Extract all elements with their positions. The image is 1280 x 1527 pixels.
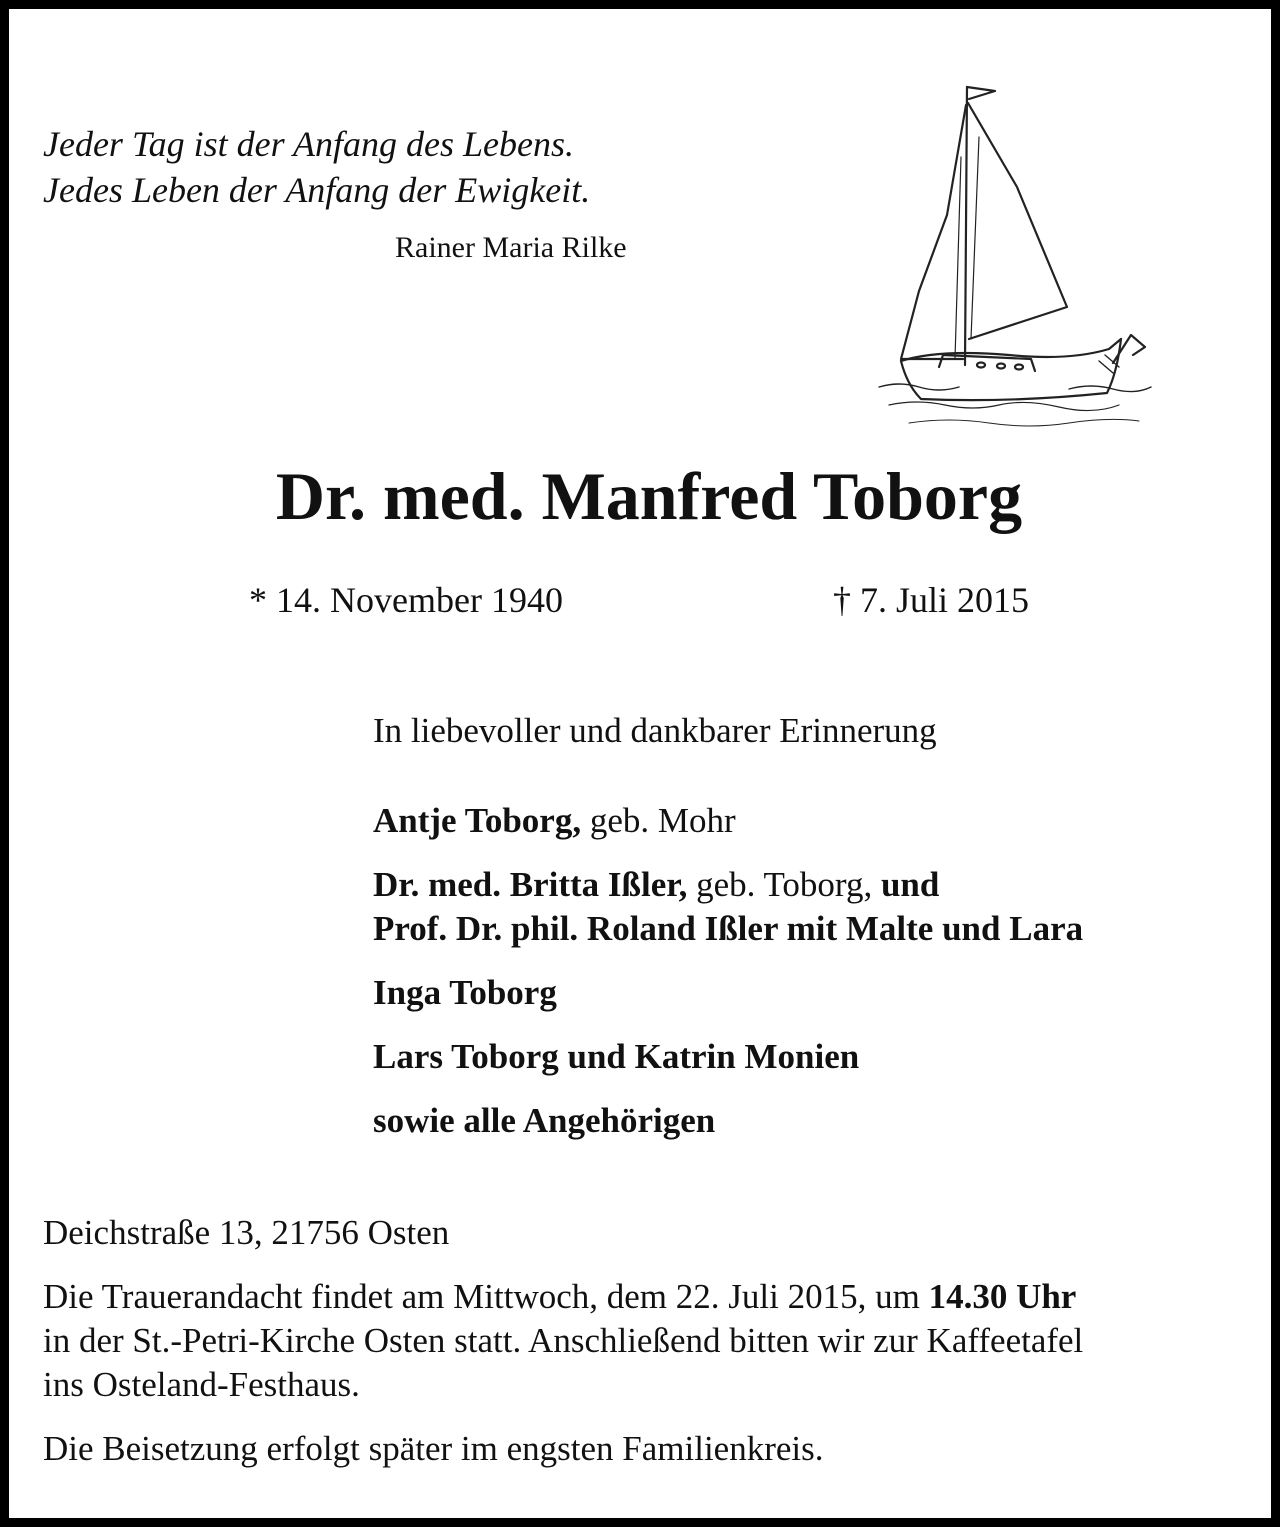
ceremony-line-1 (43, 1275, 1083, 1319)
member-4-name: Lars Toborg und Katrin Monien (373, 1037, 860, 1076)
address: Deichstraße 13, 21756 Osten (43, 1213, 450, 1252)
quote-author: Rainer Maria Rilke (395, 231, 627, 264)
daughter-name: Dr. med. Britta Ißler, (373, 865, 688, 904)
ceremony-time: 14.30 Uhr (928, 1277, 1077, 1316)
mourner-son-in-law (373, 907, 1083, 951)
mourner-inga (373, 971, 1083, 1015)
son-in-law-name: Prof. Dr. phil. Roland Ißler mit Malte und Lara (373, 909, 1084, 948)
spouse-name: Antje Toborg, (373, 801, 582, 840)
remembrance-intro: In liebevoller und dankbarer Erinnerung (373, 711, 937, 750)
quote-line-2: Jedes Leben der Anfang der Ewigkeit. (43, 170, 591, 210)
member-3-name: Inga Toborg (373, 973, 557, 1012)
mourner-spouse (373, 799, 1083, 843)
quote-line-1: Jeder Tag ist der Anfang des Lebens. (43, 124, 574, 164)
ceremony-info (43, 1275, 1083, 1407)
deceased-name: Dr. med. Manfred Toborg (275, 458, 1023, 534)
ceremony-date: Die Trauerandacht findet am Mittwoch, dem 22. Juli 2015, um (43, 1277, 929, 1316)
sailboat-drawing-icon (869, 77, 1159, 433)
spouse-note: geb. Mohr (581, 801, 736, 840)
mourner-others (373, 1099, 1083, 1143)
daughter-note: geb. Toborg, (687, 865, 873, 904)
daughter-and: und (872, 865, 940, 904)
mourner-daughter (373, 863, 1083, 907)
rilke-quote (43, 121, 590, 213)
mourners-list (373, 709, 1083, 1143)
ceremony-line-2: in der St.-Petri-Kirche Osten statt. Anschließend bitten wir zur Kaffeetafel (43, 1321, 1084, 1360)
death-date: † 7. Juli 2015 (833, 580, 1030, 620)
birth-date: * 14. November 1940 (249, 580, 563, 620)
others-label: sowie alle Angehörigen (373, 1101, 716, 1140)
mourner-lars (373, 1035, 1083, 1079)
burial-info: Die Beisetzung erfolgt später im engsten Familienkreis. (43, 1429, 824, 1468)
ceremony-line-3: ins Osteland-Festhaus. (43, 1365, 360, 1404)
